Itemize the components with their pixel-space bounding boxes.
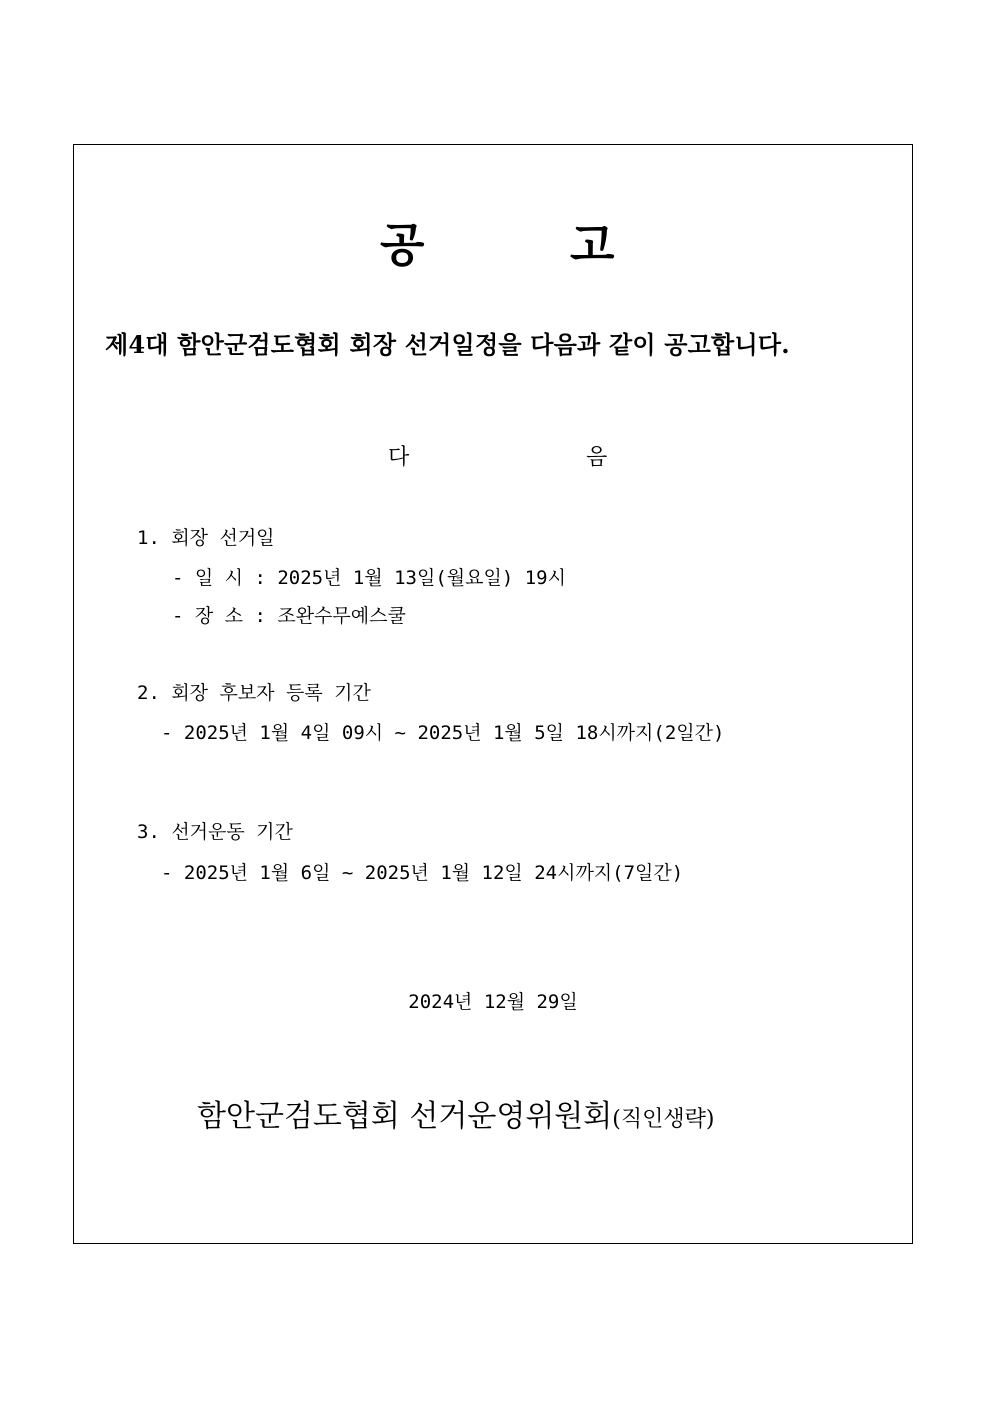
section-1-heading: 1. 회장 선거일 (137, 527, 275, 549)
following-char-2: 음 (586, 445, 608, 470)
section-3-heading: 3. 선거운동 기간 (137, 821, 293, 843)
following-char-1: 다 (388, 445, 410, 470)
issuer-signature (197, 1095, 714, 1142)
section-1-line-1: - 일 시 : 2025년 1월 13일(월요일) 19시 (172, 567, 566, 589)
notice-date: 2024년 12월 29일 (408, 991, 578, 1013)
section-1-line-2: - 장 소 : 조완수무예스쿨 (172, 605, 406, 627)
seal-omitted-note: (직인생략) (612, 1107, 715, 1132)
section-2-heading: 2. 회장 후보자 등록 기간 (137, 682, 371, 704)
notice-title (74, 215, 912, 275)
title-char-1: 공 (380, 218, 425, 272)
section-2-line-1: - 2025년 1월 4일 09시 ~ 2025년 1월 5일 18시까지(2일간) (161, 722, 725, 744)
section-3-line-1: - 2025년 1월 6일 ~ 2025년 1월 12일 24시까지(7일간) (161, 862, 684, 884)
notice-document (73, 144, 913, 1244)
following-heading (74, 443, 912, 473)
notice-intro: 제4대 함안군검도협회 회장 선거일정을 다음과 같이 공고합니다. (105, 330, 790, 359)
title-char-2: 고 (570, 218, 615, 272)
issuer-name: 함안군검도협회 선거운영위원회 (197, 1099, 613, 1134)
